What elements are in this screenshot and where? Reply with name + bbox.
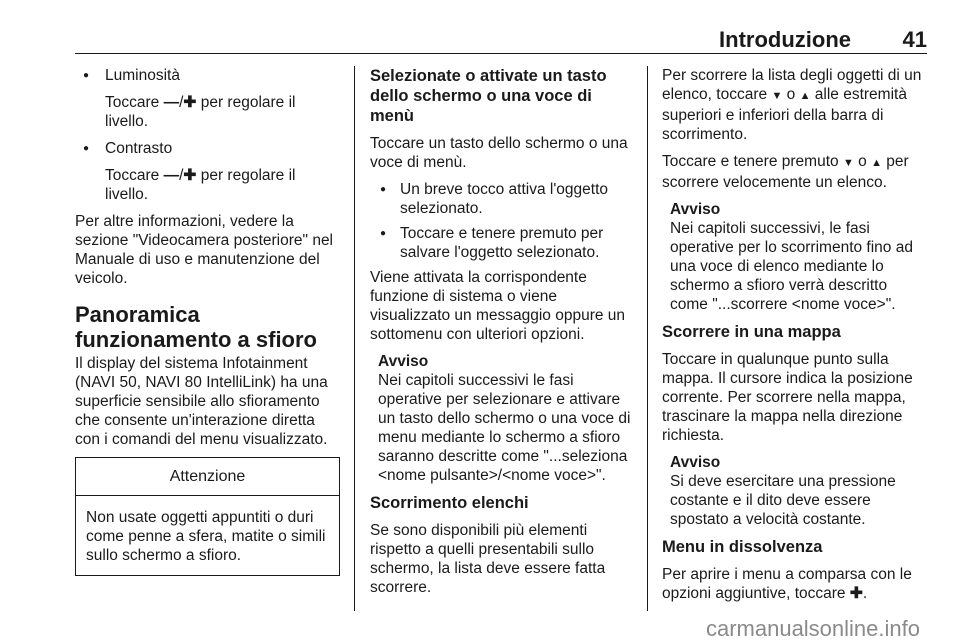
minus-icon: — [163, 167, 180, 184]
list-item: ● Un breve tocco attiva l'oggetto selezionato. [370, 180, 632, 218]
column-left [75, 66, 340, 576]
up-triangle-icon: ▲ [799, 90, 811, 102]
section-heading: Selezionate o attivate un tasto dello schermo o una voce di menù [370, 67, 607, 125]
note-title: Avviso [378, 353, 429, 370]
item-text: Toccare —/✚ per regolare il livello. [105, 167, 296, 203]
paragraph: Se sono disponibili più elementi rispetto a quelli presentabili sullo schermo, la lista deve essere fatta scorrere. [370, 522, 606, 596]
paragraph: Viene attivata la corrispondente funzione di sistema o viene visualizzato un messaggio oppure un sottomenu con ulteriori opzioni. [370, 269, 626, 343]
watermark: carmanualsonline.info [705, 616, 920, 641]
item-text: Toccare —/✚ per regolare il livello. [105, 94, 296, 130]
warning-box [75, 457, 340, 576]
section-heading: Scorrimento elenchi [370, 494, 529, 512]
column-divider [647, 66, 648, 611]
section-heading: Menu in dissolvenza [662, 538, 823, 556]
note-title: Avviso [670, 201, 721, 218]
note [662, 453, 928, 529]
paragraph: Per aprire i menu a comparsa con le opzioni aggiuntive, toccare ✚. [662, 566, 912, 602]
note [662, 200, 928, 314]
up-triangle-icon: ▲ [871, 157, 882, 169]
section-heading: Panoramica funzionamento a sfioro [75, 302, 317, 352]
paragraph: Toccare e tenere premuto ▼ o ▲ per scorrere velocemente un elenco. [662, 153, 909, 191]
paragraph: Toccare in qualunque punto sulla mappa. Il cursore indica la posizione corrente. Per scorrere nella mappa, trascinare la mappa nella direzione richiesta. [662, 351, 913, 444]
note-text: Si deve esercitare una pressione costante e il dito deve essere spostato a velocità costante. [670, 473, 896, 528]
note-title: Avviso [670, 454, 721, 471]
item-title: ● Contrasto [105, 140, 173, 157]
plus-icon: ✚ [849, 585, 863, 602]
warning-title: Attenzione [76, 458, 339, 496]
paragraph: Toccare un tasto dello schermo o una voce di menù. [370, 135, 628, 171]
down-triangle-icon: ▼ [842, 157, 854, 169]
plus-icon: ✚ [183, 94, 197, 111]
note-text: Nei capitoli successivi le fasi operative per selezionare e attivare un tasto dello schermo o una voce di menu mediante lo schermo a sfioro saranno descritte come "...seleziona <nome pulsante>/<nome voce>". [378, 372, 631, 484]
paragraph: Il display del sistema Infotainment (NAVI 50, NAVI 80 IntelliLink) ha una superficie sensibile allo sfioramento che consente un'interazione diretta con i comandi del menu visualizzato. [75, 355, 328, 448]
column-right [662, 66, 928, 611]
list-item [75, 139, 340, 204]
list-item [75, 66, 340, 131]
column-divider [354, 66, 355, 611]
paragraph: Per altre informazioni, vedere la sezione "Videocamera posteriore" nel Manuale di uso e manutenzione del veicolo. [75, 213, 334, 287]
section-heading: Scorrere in una mappa [662, 323, 841, 341]
list-item: ● Toccare e tenere premuto per salvare l'oggetto selezionato. [370, 224, 632, 262]
item-title: ● Luminosità [105, 67, 180, 84]
page-number: 41 [902, 27, 927, 52]
down-triangle-icon: ▼ [771, 90, 783, 102]
plus-icon: ✚ [183, 167, 197, 184]
column-middle [370, 66, 632, 605]
page-header [75, 28, 927, 54]
note [370, 352, 632, 485]
warning-text: Non usate oggetti appuntiti o duri come penne a sfera, matite o simili sullo schermo a sfioro. [86, 509, 326, 564]
page-title: Introduzione [719, 27, 851, 52]
note-text: Nei capitoli successivi, le fasi operative per lo scorrimento fino ad una voce di elenco mediante lo schermo a sfioro verrà descritto come "...scorrere <nome voce>". [670, 220, 913, 313]
paragraph: Per scorrere la lista degli oggetti di un elenco, toccare ▼ o ▲ alle estremità superiori e inferiori della barra di scorrimento. [662, 67, 922, 143]
minus-icon: — [163, 94, 180, 111]
